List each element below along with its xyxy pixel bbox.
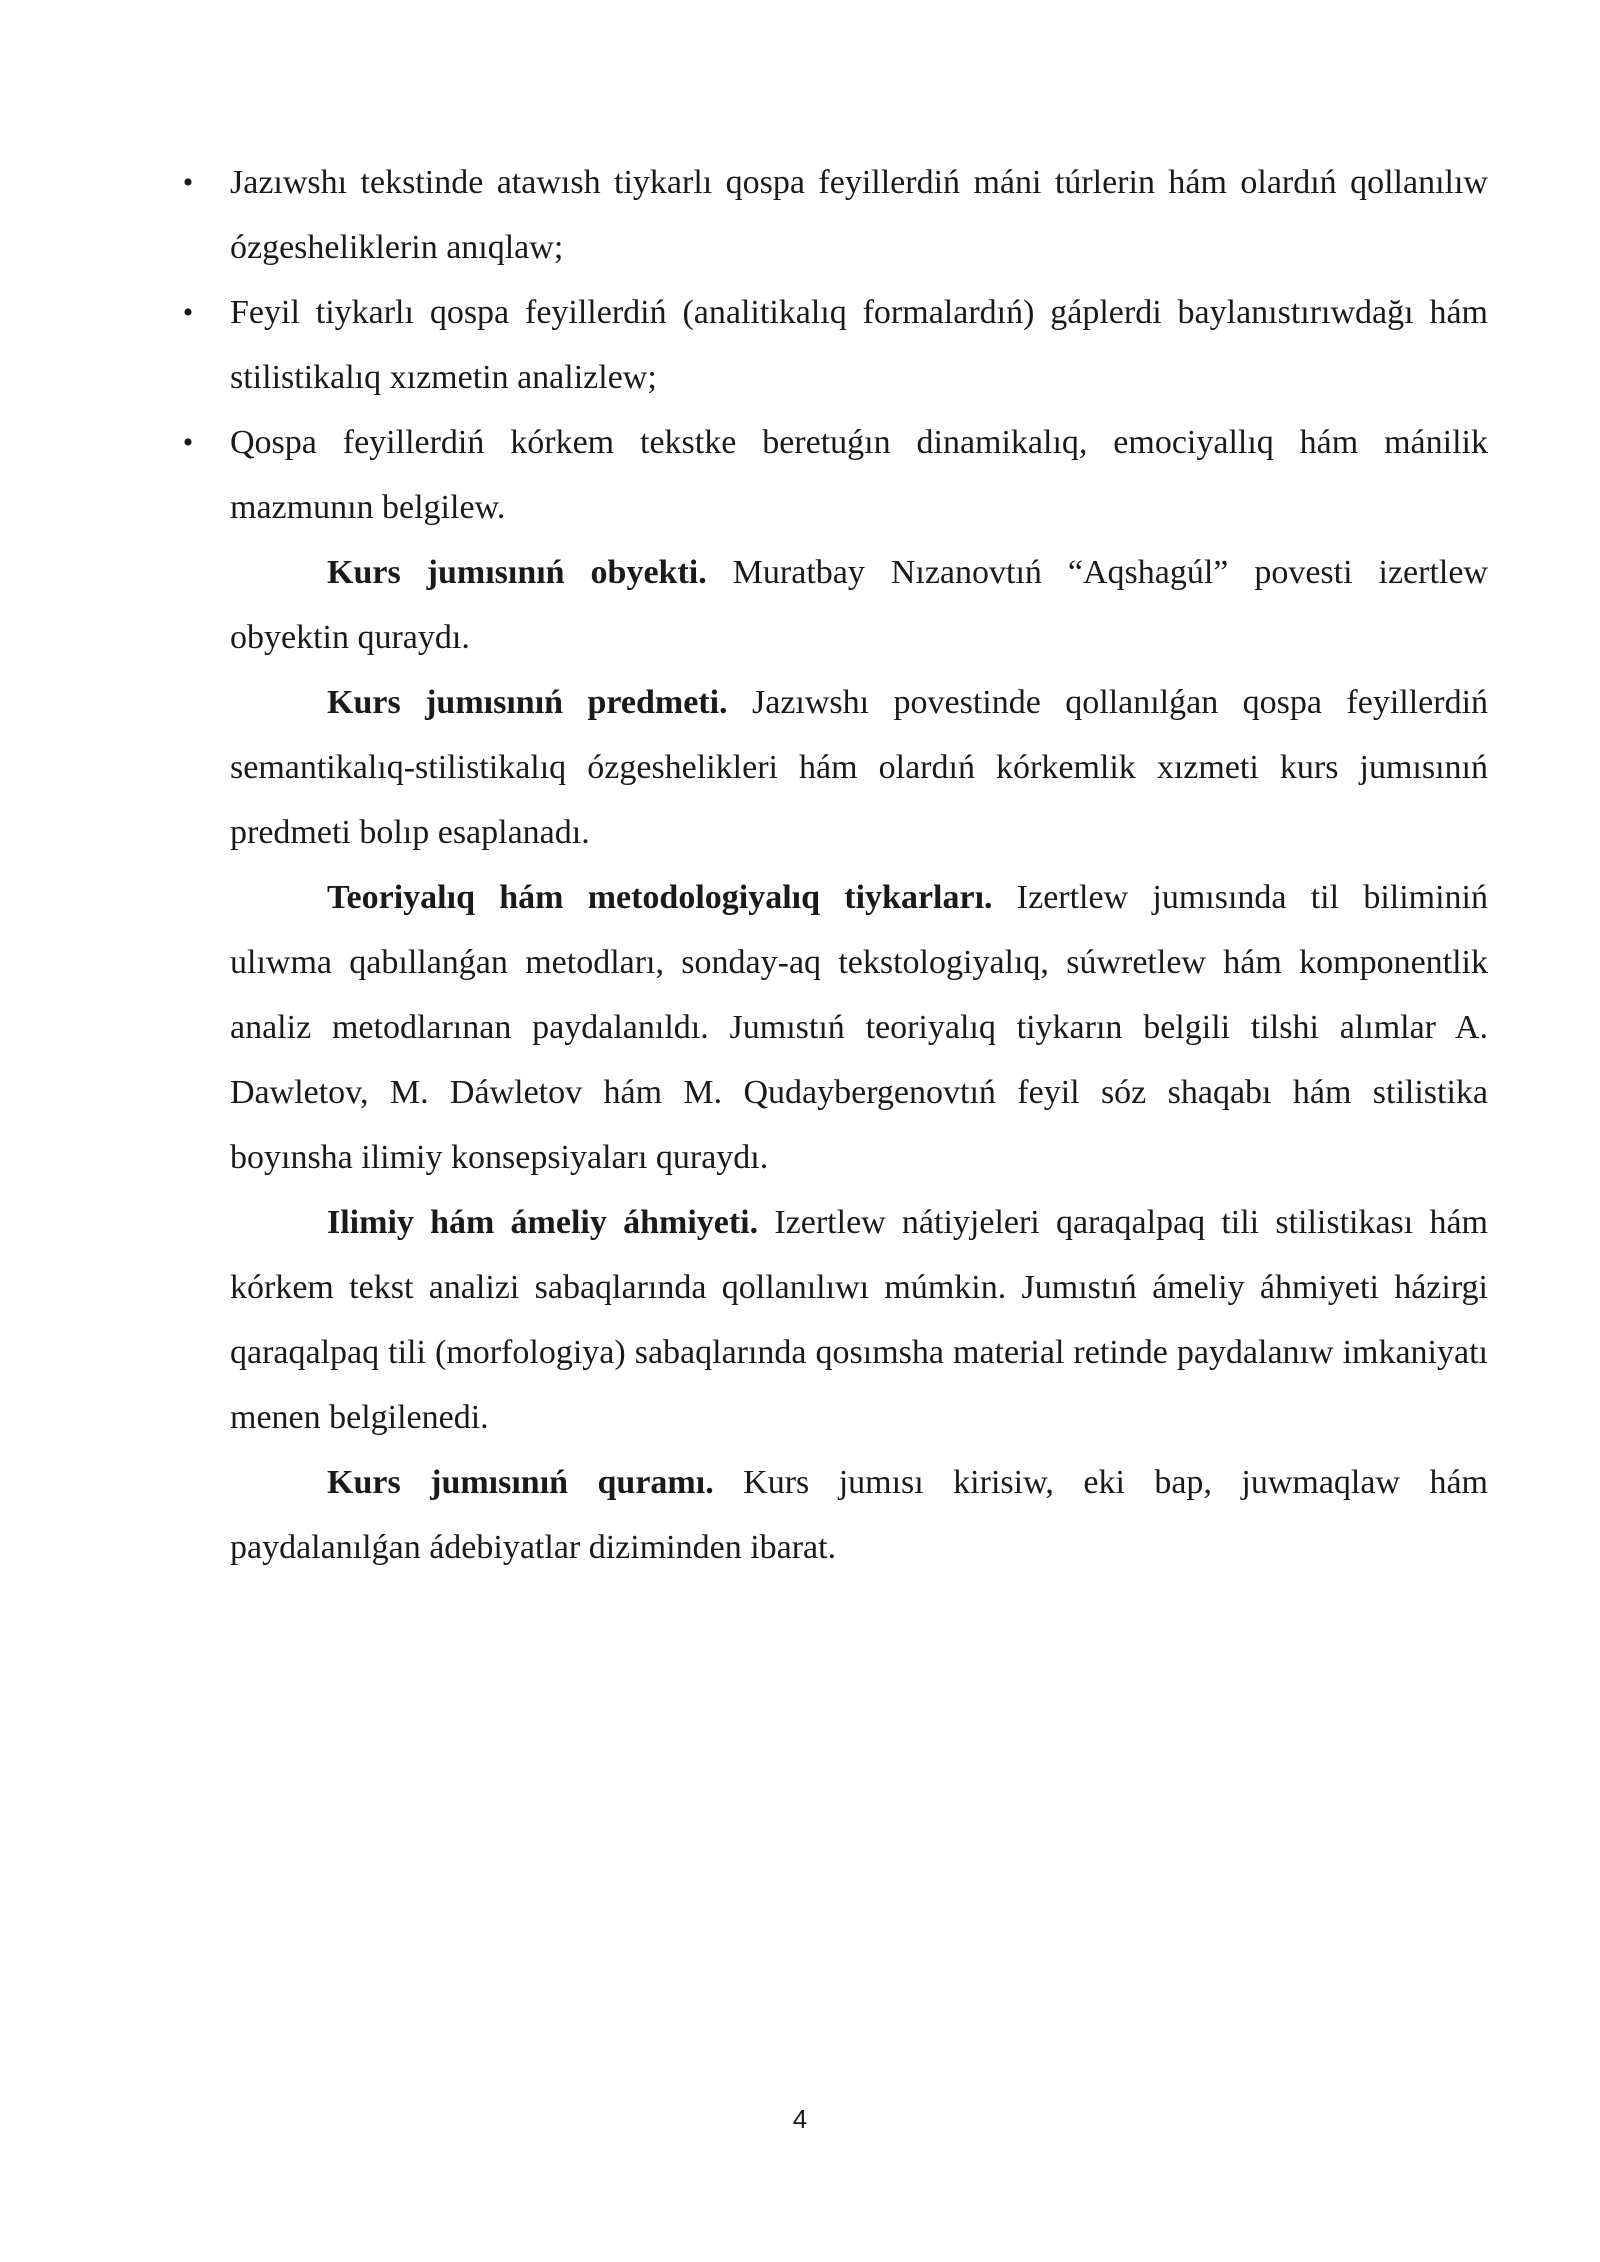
paragraph-structure (230, 1450, 1488, 1580)
paragraph-heading: Teoriyalıq hám metodologiyalıq tiykarları. (327, 879, 993, 916)
paragraph-subject (230, 670, 1488, 865)
list-item (182, 410, 1488, 540)
bullet-icon: • (182, 166, 194, 199)
list-item (182, 150, 1488, 280)
objectives-list (182, 150, 1488, 540)
list-item-text: Qospa feyillerdiń kórkem tekstke beretuǵın dinamikalıq, emociyallıq hám mánilik mazmunın belgilew. (230, 424, 1488, 526)
page-content (182, 150, 1489, 1580)
paragraph-significance (230, 1190, 1488, 1450)
list-item-text: Feyil tiykarlı qospa feyillerdiń (analitikalıq formalardıń) gáplerdi baylanıstırıwdağı hám stilistikalıq xızmetin analizlew; (230, 294, 1488, 396)
list-item-text: Jazıwshı tekstinde atawısh tiykarlı qospa feyillerdiń máni túrlerin hám olardıń qollanılıw ózgesheliklerin anıqlaw; (230, 164, 1488, 266)
paragraph-text: Izertlew nátiyjeleri qaraqalpaq tili stilistikası hám kórkem tekst analizi sabaqlarında qollanılıwı múmkin. Jumıstıń ámeliy áhmiyeti házirgi qaraqalpaq tili (morfologiya) sabaqlarında qosımsha material retinde paydalanıw imkaniyatı menen belgilenedi. (230, 1204, 1488, 1436)
paragraph-heading: Ilimiy hám ámeliy áhmiyeti. (327, 1204, 759, 1241)
paragraph-text: Kurs jumısı kirisiw, eki bap, juwmaqlaw hám paydalanılǵan ádebiyatlar diziminden ibarat. (230, 1464, 1488, 1566)
paragraph-text: Jazıwshı povestinde qollanılǵan qospa feyillerdiń semantikalıq-stilistikalıq ózgeshelikleri hám olardıń kórkemlik xızmeti kurs jumısınıń predmeti bolıp esaplanadı. (230, 684, 1489, 851)
paragraph-heading: Kurs jumısınıń quramı. (327, 1464, 714, 1501)
paragraph-heading: Kurs jumısınıń predmeti. (327, 684, 728, 721)
list-item (182, 280, 1488, 410)
bullet-icon: • (182, 296, 194, 329)
paragraph-theory (230, 865, 1488, 1190)
page-number: 4 (792, 2104, 808, 2134)
bullet-icon: • (182, 426, 194, 459)
paragraph-heading: Kurs jumısınıń obyekti. (327, 554, 707, 591)
paragraph-text: Muratbay Nızanovtıń “Aqshagúl” povesti izertlew obyektin quraydı. (230, 554, 1488, 656)
paragraph-object (230, 540, 1488, 670)
paragraph-text: Izertlew jumısında til biliminiń ulıwma qabıllanǵan metodları, sonday-aq tekstologiyalıq, súwretlew hám komponentlik analiz metodlarınan paydalanıldı. Jumıstıń teoriyalıq tiykarın belgili tilshi alımlar A. Dawletov, M. Dáwletov hám M. Qudaybergenovtıń feyil sóz shaqabı hám stilistika boyınsha ilimiy konsepsiyaları quraydı. (230, 879, 1488, 1176)
